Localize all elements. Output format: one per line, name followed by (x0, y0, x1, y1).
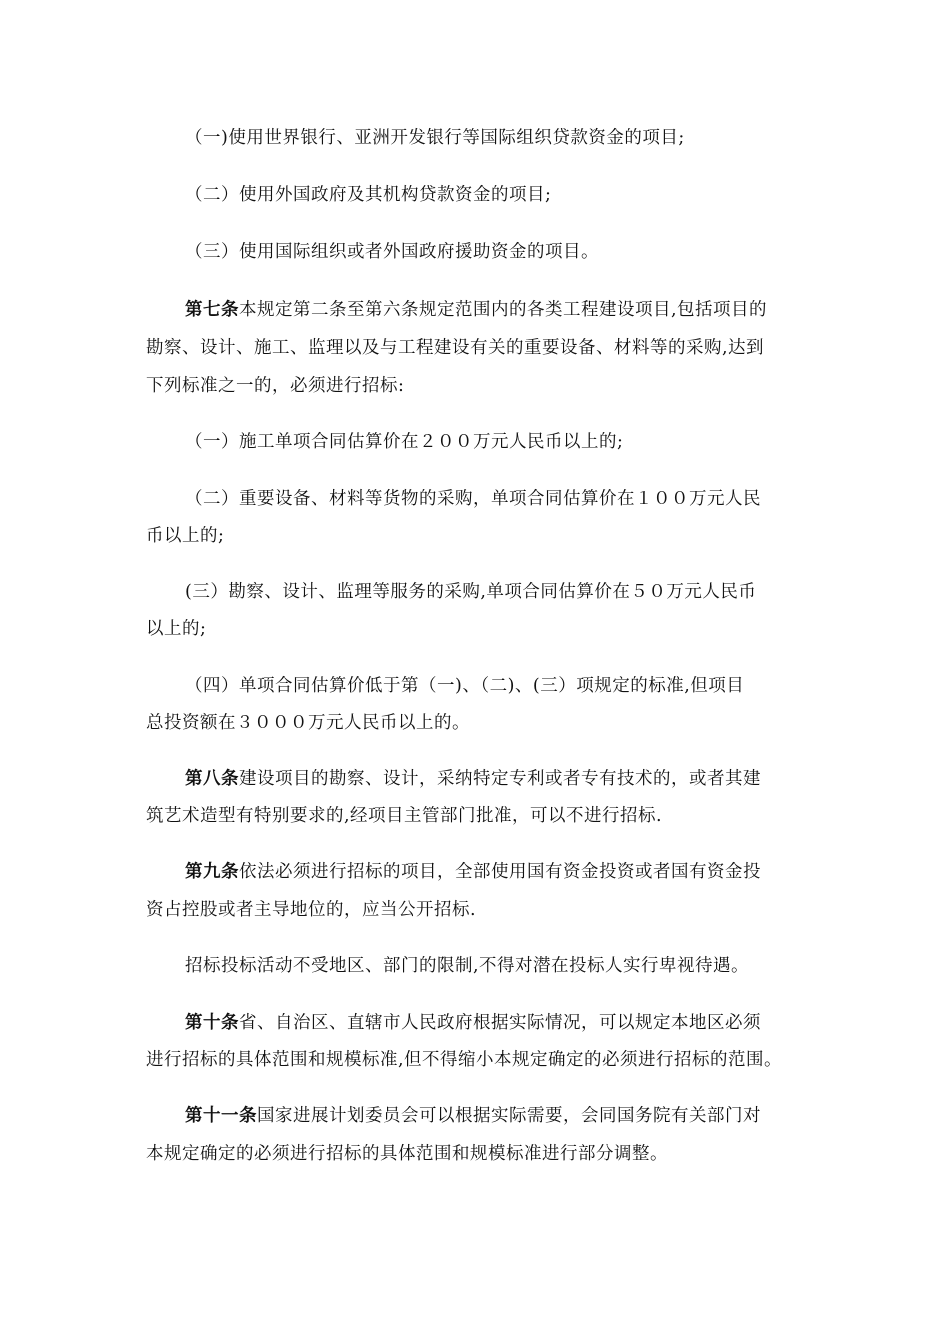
article-11-title: 第十一条 (185, 1106, 257, 1126)
article-7-item-3-line-2: 以上的; (146, 619, 207, 639)
article-8-title: 第八条 (185, 769, 239, 789)
article-7-line-3: 下列标准之一的，必须进行招标: (146, 376, 405, 396)
article-9-title: 第九条 (185, 862, 239, 882)
clause-1-line: （一)使用世界银行、亚洲开发银行等国际组织贷款资金的项目; (185, 128, 685, 148)
clause-3-line: （三）使用国际组织或者外国政府援助资金的项目。 (185, 242, 599, 262)
article-7-item-2-line-2: 币以上的; (146, 526, 225, 546)
article-11-line-1 (185, 1104, 761, 1128)
article-7-text: 本规定第二条至第六条规定范围内的各类工程建设项目,包括项目的 (239, 300, 768, 320)
article-7-item-4-line-2: 总投资额在３０００万元人民币以上的。 (146, 713, 470, 733)
article-7-line-1 (185, 298, 767, 322)
article-9-line-2: 资占控股或者主导地位的，应当公开招标. (146, 900, 477, 920)
article-7-title: 第七条 (185, 300, 239, 320)
article-8-line-1 (185, 767, 761, 791)
article-10-line-1 (185, 1011, 761, 1035)
article-11-line-2: 本规定确定的必须进行招标的具体范围和规模标准进行部分调整。 (146, 1144, 668, 1164)
article-10-line-2: 进行招标的具体范围和规模标准,但不得缩小本规定确定的必须进行招标的范围。 (146, 1050, 783, 1070)
article-8-line-2: 筑艺术造型有特别要求的,经项目主管部门批准，可以不进行招标. (146, 806, 663, 826)
article-7-item-2-line-1: （二）重要设备、材料等货物的采购，单项合同估算价在１００万元人民 (185, 489, 761, 509)
clause-2-line: （二）使用外国政府及其机构贷款资金的项目; (185, 185, 552, 205)
article-9-line-1 (185, 860, 761, 884)
article-8-text: 建设项目的勘察、设计，采纳特定专利或者专有技术的，或者其建 (239, 769, 761, 789)
article-11-text: 国家进展计划委员会可以根据实际需要，会同国务院有关部门对 (257, 1106, 761, 1126)
article-7-item-3-line-1: (三）勘察、设计、监理等服务的采购,单项合同估算价在５０万元人民币 (185, 582, 757, 602)
article-10-text: 省、自治区、直辖市人民政府根据实际情况，可以规定本地区必须 (239, 1013, 761, 1033)
article-7-item-4-line-1: （四）单项合同估算价低于第（一)、（二)、(三）项规定的标准,但项目 (185, 676, 745, 696)
article-9-text: 依法必须进行招标的项目，全部使用国有资金投资或者国有资金投 (239, 862, 761, 882)
article-10-title: 第十条 (185, 1013, 239, 1033)
article-7-line-2: 勘察、设计、施工、监理以及与工程建设有关的重要设备、材料等的采购,达到 (146, 338, 765, 358)
article-9-paragraph-2: 招标投标活动不受地区、部门的限制,不得对潜在投标人实行卑视待遇。 (185, 956, 750, 976)
article-7-item-1: （一）施工单项合同估算价在２００万元人民币以上的; (185, 432, 624, 452)
